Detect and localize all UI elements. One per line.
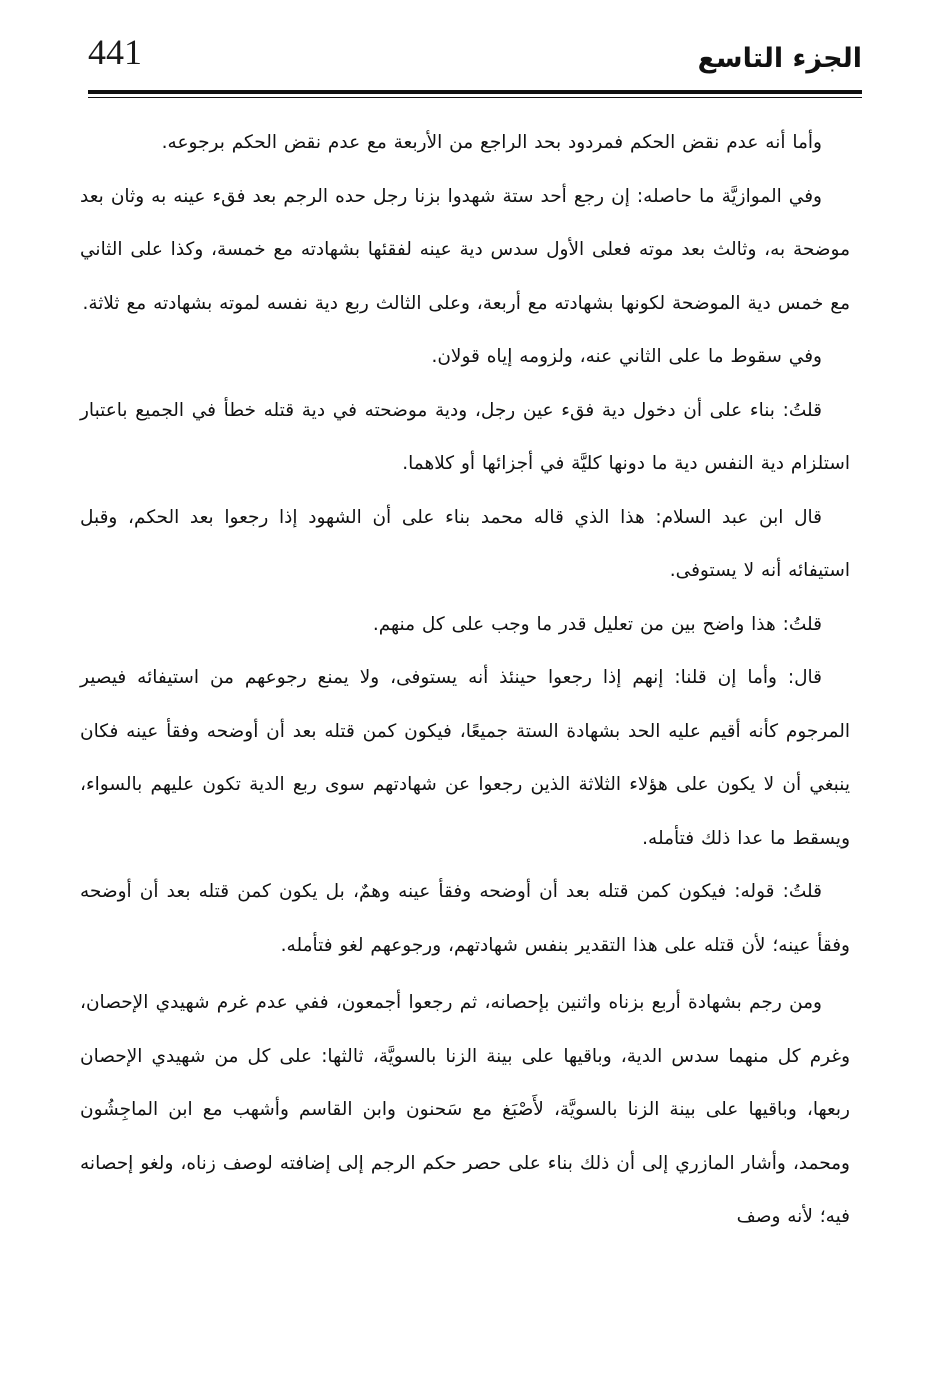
body-text bbox=[80, 116, 850, 1244]
paragraph: قلتُ: قوله: فيكون كمن قتله بعد أن أوضحه وفقأ عينه وهمٌ، بل يكون كمن قتله بعد أن أوضحه وفقأ عينه؛ لأن قتله على هذا التقدير بنفس شهادتهم، ورجوعهم لغو فتأمله. bbox=[80, 881, 850, 956]
paragraph: وفي الموازيَّة ما حاصله: إن رجع أحد ستة شهدوا بزنا رجل حده الرجم بعد فقء عينه به وثان بعد موضحة به، وثالث بعد موته فعلى الأول سدس دية عينه لفقئها بشهادته مع خمسة، وكذا على الثاني مع خمس دية الموضحة لكونها بشهادته مع أربعة، وعلى الثالث ربع دية نفسه لموته بشهادته مع ثلاثة. bbox=[80, 185, 850, 314]
paragraph: ومن رجم بشهادة أربع بزناه واثنين بإحصانه، ثم رجعوا أجمعون، ففي عدم غرم شهيدي الإحصان، وغرم كل منهما سدس الدية، وباقيها على بينة الزنا بالسويَّة، ثالثها: على كل من شهيدي الإحصان ربعها، وباقيها على بينة الزنا بالسويَّة، لأَصْبَغ مع سَحنون وابن القاسم وأشهب مع ابن الماجِشُون ومحمد، وأشار المازري إلى أن ذلك بناء على حصر حكم الرجم إلى إضافته لوصف زناه، ولغو إحصانه فيه؛ لأنه وصف bbox=[80, 992, 850, 1227]
header-rule-thick bbox=[88, 90, 862, 94]
paragraph: وفي سقوط ما على الثاني عنه، ولزومه إياه قولان. bbox=[431, 346, 822, 367]
running-title: الجزء التاسع bbox=[697, 43, 862, 74]
header-rule-thin bbox=[88, 97, 862, 98]
paragraph: قال: وأما إن قلنا: إنهم إذا رجعوا حينئذ أنه يستوفى، ولا يمنع رجوعهم من استيفائه فيصير المرجوم كأنه أقيم عليه الحد بشهادة الستة جميعًا، فيكون كمن قتله بعد أن أوضحه وفقأ عينه فكان ينبغي أن لا يكون على هؤلاء الثلاثة الذين رجعوا عن شهادتهم سوى ربع الدية تكون عليهم بالسواء، ويسقط ما عدا ذلك فتأمله. bbox=[80, 667, 850, 849]
paragraph: وأما أنه عدم نقض الحكم فمردود بحد الراجع من الأربعة مع عدم نقض الحكم برجوعه. bbox=[161, 132, 822, 153]
page-header bbox=[88, 28, 862, 88]
paragraph: قلتُ: بناء على أن دخول دية فقء عين رجل، ودية موضحته في دية قتله خطأ في الجميع باعتبار استلزام دية النفس دية ما دونها كليَّة في أجزائها أو كلاهما. bbox=[80, 399, 850, 474]
paragraph: قال ابن عبد السلام: هذا الذي قاله محمد بناء على أن الشهود إذا رجعوا بعد الحكم، وقبل استيفائه أنه لا يستوفى. bbox=[80, 506, 850, 581]
paragraph: قلتُ: هذا واضح بين من تعليل قدر ما وجب على كل منهم. bbox=[372, 613, 822, 635]
page-number: 441 bbox=[88, 32, 142, 72]
